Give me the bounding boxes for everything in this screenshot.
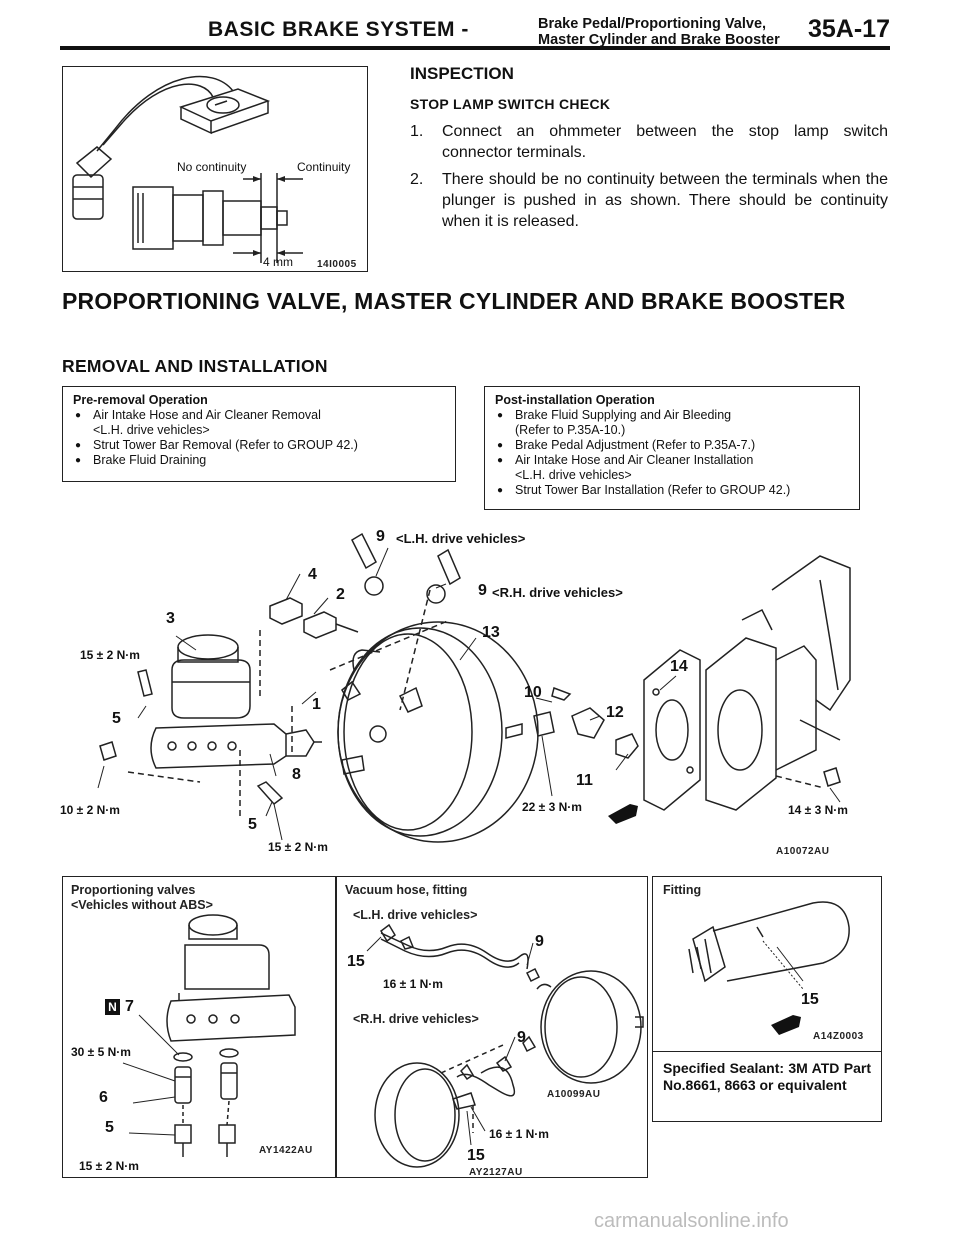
list-item: ● Brake Pedal Adjustment (Refer to P.35A-7.) (495, 438, 849, 453)
list-item: ● Strut Tower Bar Installation (Refer to GROUP 42.) (495, 483, 849, 498)
dimension-label: 4 mm (263, 255, 293, 269)
proportioning-valves-illustration (63, 877, 336, 1178)
inspection-steps (410, 121, 888, 232)
list-item: ● Brake Fluid Draining (73, 453, 445, 468)
figure-code: 14I0005 (317, 259, 357, 270)
header-subtitle (538, 16, 780, 48)
callout-11: 11 (576, 772, 593, 789)
callout-15: 15 (801, 991, 819, 1008)
no-continuity-label: No continuity (177, 160, 247, 174)
watermark: carmanualsonline.info (594, 1210, 789, 1232)
inspection-heading: INSPECTION (410, 64, 514, 83)
callout-3: 3 (166, 610, 175, 627)
callout-9-lh: 9 (376, 528, 385, 545)
torque-14: 14 ± 3 N·m (788, 803, 848, 817)
n-mark: N (105, 999, 120, 1015)
header-subtitle-line2: Master Cylinder and Brake Booster (538, 32, 780, 48)
fitting-illustration (653, 877, 882, 1051)
lh-drive-label: <L.H. drive vehicles> (353, 908, 478, 922)
callout-7: 7 (125, 998, 134, 1015)
torque-15-lower: 15 ± 2 N·m (268, 840, 328, 854)
step-number: 2. (410, 171, 424, 188)
stop-lamp-switch-figure (62, 66, 368, 272)
section-title: PROPORTIONING VALVE, MASTER CYLINDER AND BRAKE BOOSTER (62, 288, 846, 314)
figure-code: A10072AU (776, 846, 830, 857)
step-text: Connect an ohmmeter between the stop lamp switch connector terminals. (442, 123, 888, 161)
list-item-sub: (Refer to P.35A-10.) (515, 423, 626, 437)
pre-removal-title: Pre-removal Operation (73, 393, 208, 407)
callout-15-lower: 15 (467, 1147, 485, 1164)
callout-2: 2 (336, 586, 345, 603)
callout-9-lower: 9 (517, 1029, 526, 1046)
callout-6: 6 (99, 1089, 108, 1106)
prop-valves-title: Proportioning valves (71, 883, 196, 897)
rh-drive-label: <R.H. drive vehicles> (353, 1012, 479, 1026)
post-installation-title: Post-installation Operation (495, 393, 655, 407)
torque-15: 15 ± 2 N·m (79, 1159, 139, 1173)
fitting-figure (652, 876, 882, 1122)
header-subtitle-line1: Brake Pedal/Proportioning Valve, (538, 16, 767, 32)
callout-1: 1 (312, 696, 321, 713)
inspection-step (410, 121, 888, 163)
callout-10: 10 (524, 684, 542, 701)
callout-8: 8 (292, 766, 301, 783)
pre-removal-operation-box (62, 386, 456, 482)
callout-9-rh: 9 (478, 582, 487, 599)
specified-sealant-note: Specified Sealant: 3M ATD Part No.8661, 8663 or equivalent (653, 1051, 881, 1102)
inner-figure-code: A10099AU (547, 1089, 601, 1100)
callout-12: 12 (606, 704, 624, 721)
header-system-title: BASIC BRAKE SYSTEM - (208, 18, 469, 41)
fitting-title: Fitting (663, 883, 702, 897)
figure-code: AY1422AU (259, 1145, 313, 1156)
page-number: 35A-17 (808, 15, 890, 43)
callout-5-upper: 5 (112, 710, 121, 727)
section-subtitle: REMOVAL AND INSTALLATION (62, 356, 328, 376)
list-item: ● Air Intake Hose and Air Cleaner Installation (495, 453, 849, 468)
page-header (60, 10, 890, 50)
figure-code: A14Z0003 (813, 1031, 864, 1042)
torque-15-upper: 15 ± 2 N·m (80, 648, 140, 662)
figure-code: AY2127AU (469, 1167, 523, 1178)
torque-16-upper: 16 ± 1 N·m (383, 977, 443, 991)
torque-22: 22 ± 3 N·m (522, 800, 582, 814)
inspection-step (410, 169, 888, 232)
callout-9-upper: 9 (535, 933, 544, 950)
proportioning-valves-figure (62, 876, 336, 1178)
callout-13: 13 (482, 624, 500, 641)
callout-5: 5 (105, 1119, 114, 1136)
list-item-sub: <L.H. drive vehicles> (515, 468, 632, 482)
prop-valves-subtitle: <Vehicles without ABS> (71, 898, 213, 912)
vacuum-hose-title: Vacuum hose, fitting (345, 883, 468, 897)
list-item: ● Brake Fluid Supplying and Air Bleeding (495, 408, 849, 423)
post-installation-operation-box (484, 386, 860, 510)
callout-4: 4 (308, 566, 317, 583)
master-cylinder-booster-illustration (60, 520, 880, 860)
step-text: There should be no continuity between the terminals when the plunger is pushed in as shown. There should be continuity when it is released. (442, 171, 888, 230)
torque-16-lower: 16 ± 1 N·m (489, 1127, 549, 1141)
main-exploded-diagram (60, 520, 880, 860)
inspection-section (410, 64, 888, 238)
rh-drive-label: <R.H. drive vehicles> (492, 585, 623, 600)
continuity-label: Continuity (297, 160, 351, 174)
torque-30: 30 ± 5 N·m (71, 1045, 131, 1059)
list-item-sub: <L.H. drive vehicles> (93, 423, 210, 437)
torque-10: 10 ± 2 N·m (60, 803, 120, 817)
step-number: 1. (410, 123, 424, 140)
vacuum-hose-figure (336, 876, 648, 1178)
list-item: ● Strut Tower Bar Removal (Refer to GROUP 42.) (73, 438, 445, 453)
lh-drive-label: <L.H. drive vehicles> (396, 531, 526, 546)
stop-lamp-check-heading: STOP LAMP SWITCH CHECK (410, 96, 611, 112)
list-item: ● Air Intake Hose and Air Cleaner Removal (73, 408, 445, 423)
callout-5-lower: 5 (248, 816, 257, 833)
callout-15-upper: 15 (347, 953, 365, 970)
callout-14: 14 (670, 658, 688, 675)
